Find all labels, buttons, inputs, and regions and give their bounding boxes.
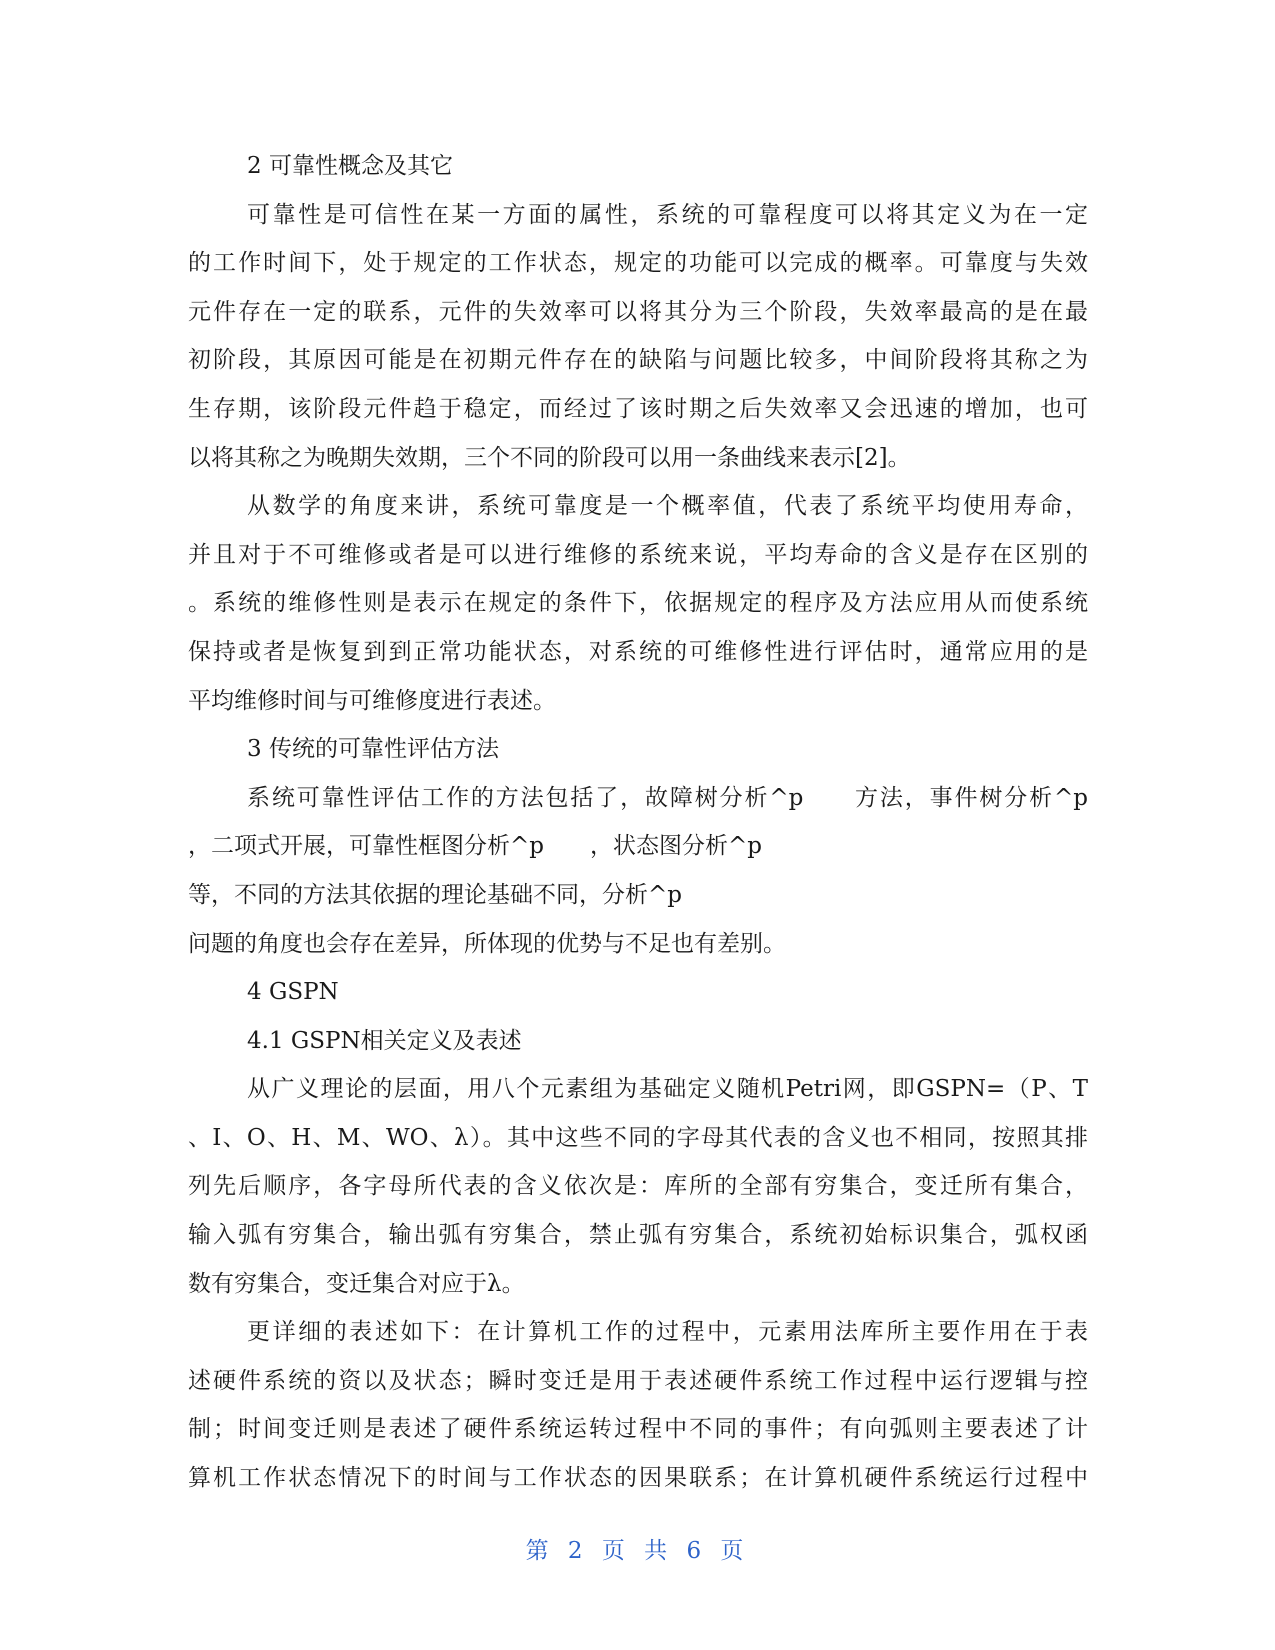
text-line: 等，不同的方法其依据的理论基础不同，分析^p [188, 881, 682, 908]
text-line: 数有穷集合，变迁集合对应于λ。 [188, 1270, 525, 1297]
document-body [188, 142, 1088, 1503]
text-line: 4.1 GSPN相关定义及表述 [247, 1027, 522, 1054]
text-line: 列先后顺序，各字母所代表的含义依次是：库所的全部有穷集合，变迁所有集合， [188, 1173, 1088, 1200]
text-line: 初阶段，其原因可能是在初期元件存在的缺陷与问题比较多，中间阶段将其称之为 [188, 347, 1088, 374]
text-line: 以将其称之为晚期失效期，三个不同的阶段可以用一条曲线来表示[2]。 [188, 444, 911, 471]
text-line: 从数学的角度来讲，系统可靠度是一个概率值，代表了系统平均使用寿命， [247, 493, 1088, 520]
text-line: 保持或者是恢复到到正常功能状态，对系统的可维修性进行评估时，通常应用的是 [188, 638, 1088, 665]
text-line: 可靠性是可信性在某一方面的属性，系统的可靠程度可以将其定义为在一定 [247, 201, 1088, 228]
text-line: 生存期，该阶段元件趋于稳定，而经过了该时期之后失效率又会迅速的增加，也可 [188, 395, 1088, 422]
text-line: 更详细的表述如下：在计算机工作的过程中，元素用法库所主要作用在于表 [247, 1319, 1088, 1346]
page-footer: 第 2 页 共 6 页 [525, 1538, 750, 1564]
text-line: 述硬件系统的资以及状态；瞬时变迁是用于表述硬件系统工作过程中运行逻辑与控 [188, 1367, 1088, 1394]
text-line: 算机工作状态情况下的时间与工作状态的因果联系；在计算机硬件系统运行过程中 [188, 1465, 1088, 1492]
text-line: 制；时间变迁则是表述了硬件系统运转过程中不同的事件；有向弧则主要表述了计 [188, 1416, 1088, 1443]
text-line: 并且对于不可维修或者是可以进行维修的系统来说，平均寿命的含义是存在区别的 [188, 541, 1088, 568]
text-line: 4 GSPN [247, 979, 339, 1006]
text-line: 3 传统的可靠性评估方法 [247, 736, 499, 763]
text-line: 、I、O、H、M、WO、λ）。其中这些不同的字母其代表的含义也不相同，按照其排 [188, 1124, 1088, 1151]
text-line: 输入弧有穷集合，输出弧有穷集合，禁止弧有穷集合，系统初始标识集合，弧权函 [188, 1222, 1088, 1249]
text-line: 问题的角度也会存在差异，所体现的优势与不足也有差别。 [188, 930, 786, 957]
text-line: 元件存在一定的联系，元件的失效率可以将其分为三个阶段，失效率最高的是在最 [188, 298, 1088, 325]
text-line: 系统可靠性评估工作的方法包括了，故障树分析^p 方法，事件树分析^p [247, 784, 1088, 811]
text-line: ，二项式开展，可靠性框图分析^p ，状态图分析^p [188, 833, 762, 860]
text-line: 平均维修时间与可维修度进行表述。 [188, 687, 556, 714]
text-line: 。系统的维修性则是表示在规定的条件下，依据规定的程序及方法应用从而使系统 [188, 590, 1088, 617]
text-line: 从广义理论的层面，用八个元素组为基础定义随机Petri网，即GSPN=（P、T [247, 1076, 1088, 1103]
text-line: 2 可靠性概念及其它 [247, 153, 453, 179]
text-line: 的工作时间下，处于规定的工作状态，规定的功能可以完成的概率。可靠度与失效 [188, 250, 1088, 277]
